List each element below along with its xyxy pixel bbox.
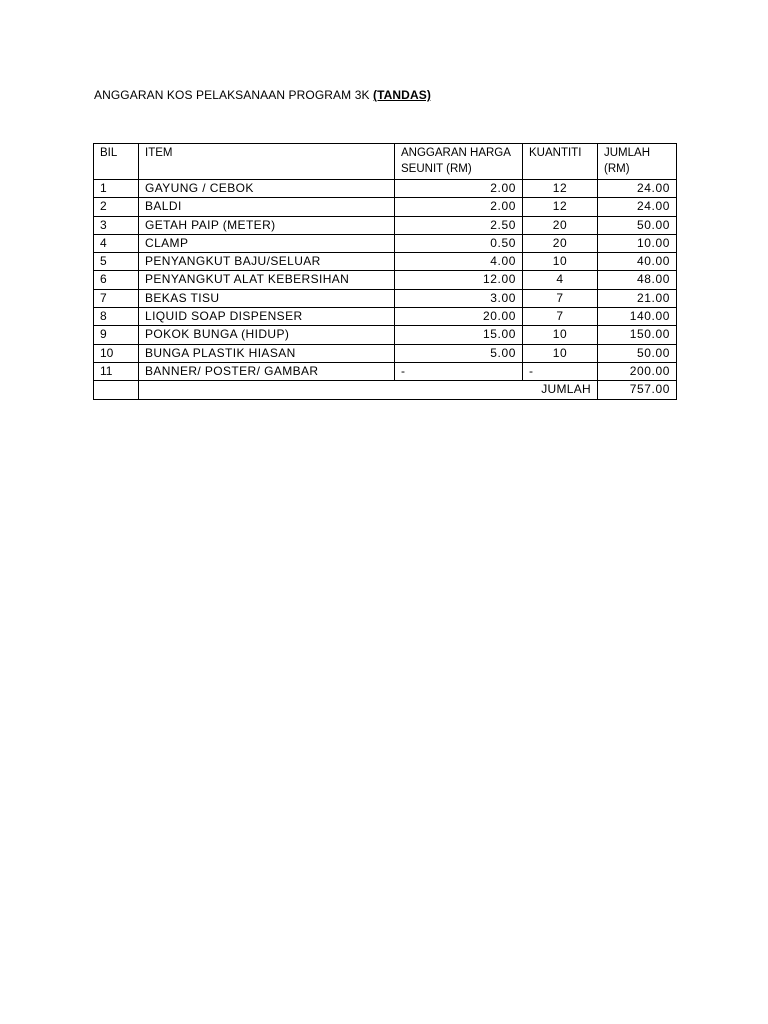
cell-bil: 5 (94, 253, 139, 271)
cell-bil: 2 (94, 198, 139, 216)
cell-qty: 7 (523, 289, 598, 307)
cell-total: 24.00 (598, 180, 677, 198)
cell-total: 21.00 (598, 289, 677, 307)
cell-bil: 6 (94, 271, 139, 289)
table-summary-row (94, 381, 677, 399)
cell-price: - (395, 362, 523, 380)
cell-total: 10.00 (598, 234, 677, 252)
table-row (94, 216, 677, 234)
cell-price: 2.00 (395, 180, 523, 198)
cell-item: BALDI (139, 198, 395, 216)
document-title-text: ANGGARAN KOS PELAKSANAAN PROGRAM 3K (94, 88, 370, 102)
cell-qty: 4 (523, 271, 598, 289)
cell-qty: 10 (523, 326, 598, 344)
cell-price: 0.50 (395, 234, 523, 252)
cell-bil: 10 (94, 344, 139, 362)
header-price: ANGGARAN HARGA SEUNIT (RM) (395, 144, 523, 180)
document-title-tag: (TANDAS) (373, 88, 431, 102)
cell-qty: 12 (523, 180, 598, 198)
cell-total: 200.00 (598, 362, 677, 380)
budget-table (93, 143, 677, 400)
cell-total: 48.00 (598, 271, 677, 289)
table-row (94, 362, 677, 380)
cell-bil: 1 (94, 180, 139, 198)
table-row (94, 253, 677, 271)
table-row (94, 180, 677, 198)
cell-total: 150.00 (598, 326, 677, 344)
cell-item: CLAMP (139, 234, 395, 252)
summary-total: 757.00 (598, 381, 677, 399)
cell-price: 2.00 (395, 198, 523, 216)
cell-item: PENYANGKUT ALAT KEBERSIHAN (139, 271, 395, 289)
cell-total: 140.00 (598, 308, 677, 326)
header-item: ITEM (139, 144, 395, 180)
document-title (94, 88, 431, 102)
cell-qty: 10 (523, 253, 598, 271)
cell-price: 5.00 (395, 344, 523, 362)
cell-total: 50.00 (598, 344, 677, 362)
cell-bil: 8 (94, 308, 139, 326)
cell-qty: 12 (523, 198, 598, 216)
table-row (94, 308, 677, 326)
cell-bil: 9 (94, 326, 139, 344)
table-row (94, 289, 677, 307)
cell-total: 50.00 (598, 216, 677, 234)
header-bil: BIL (94, 144, 139, 180)
cell-price: 15.00 (395, 326, 523, 344)
summary-empty-bil (94, 381, 139, 399)
table-row (94, 234, 677, 252)
cell-total: 24.00 (598, 198, 677, 216)
table-row (94, 198, 677, 216)
cell-qty: 7 (523, 308, 598, 326)
cell-item: GAYUNG / CEBOK (139, 180, 395, 198)
cell-item: LIQUID SOAP DISPENSER (139, 308, 395, 326)
cell-price: 2.50 (395, 216, 523, 234)
table-row (94, 344, 677, 362)
cell-qty: 20 (523, 234, 598, 252)
table-row (94, 326, 677, 344)
cell-item: GETAH PAIP (METER) (139, 216, 395, 234)
summary-label: JUMLAH (139, 381, 598, 399)
cell-item: BUNGA PLASTIK HIASAN (139, 344, 395, 362)
cell-qty: - (523, 362, 598, 380)
cell-price: 3.00 (395, 289, 523, 307)
cell-bil: 7 (94, 289, 139, 307)
cell-qty: 20 (523, 216, 598, 234)
cell-bil: 3 (94, 216, 139, 234)
header-total: JUMLAH (RM) (598, 144, 677, 180)
cell-total: 40.00 (598, 253, 677, 271)
cell-price: 20.00 (395, 308, 523, 326)
cell-bil: 4 (94, 234, 139, 252)
table-header-row (94, 144, 677, 180)
cell-item: PENYANGKUT BAJU/SELUAR (139, 253, 395, 271)
cell-item: POKOK BUNGA (HIDUP) (139, 326, 395, 344)
cell-bil: 11 (94, 362, 139, 380)
cell-item: BEKAS TISU (139, 289, 395, 307)
cell-item: BANNER/ POSTER/ GAMBAR (139, 362, 395, 380)
table-row (94, 271, 677, 289)
cell-price: 4.00 (395, 253, 523, 271)
cell-qty: 10 (523, 344, 598, 362)
cell-price: 12.00 (395, 271, 523, 289)
header-qty: KUANTITI (523, 144, 598, 180)
